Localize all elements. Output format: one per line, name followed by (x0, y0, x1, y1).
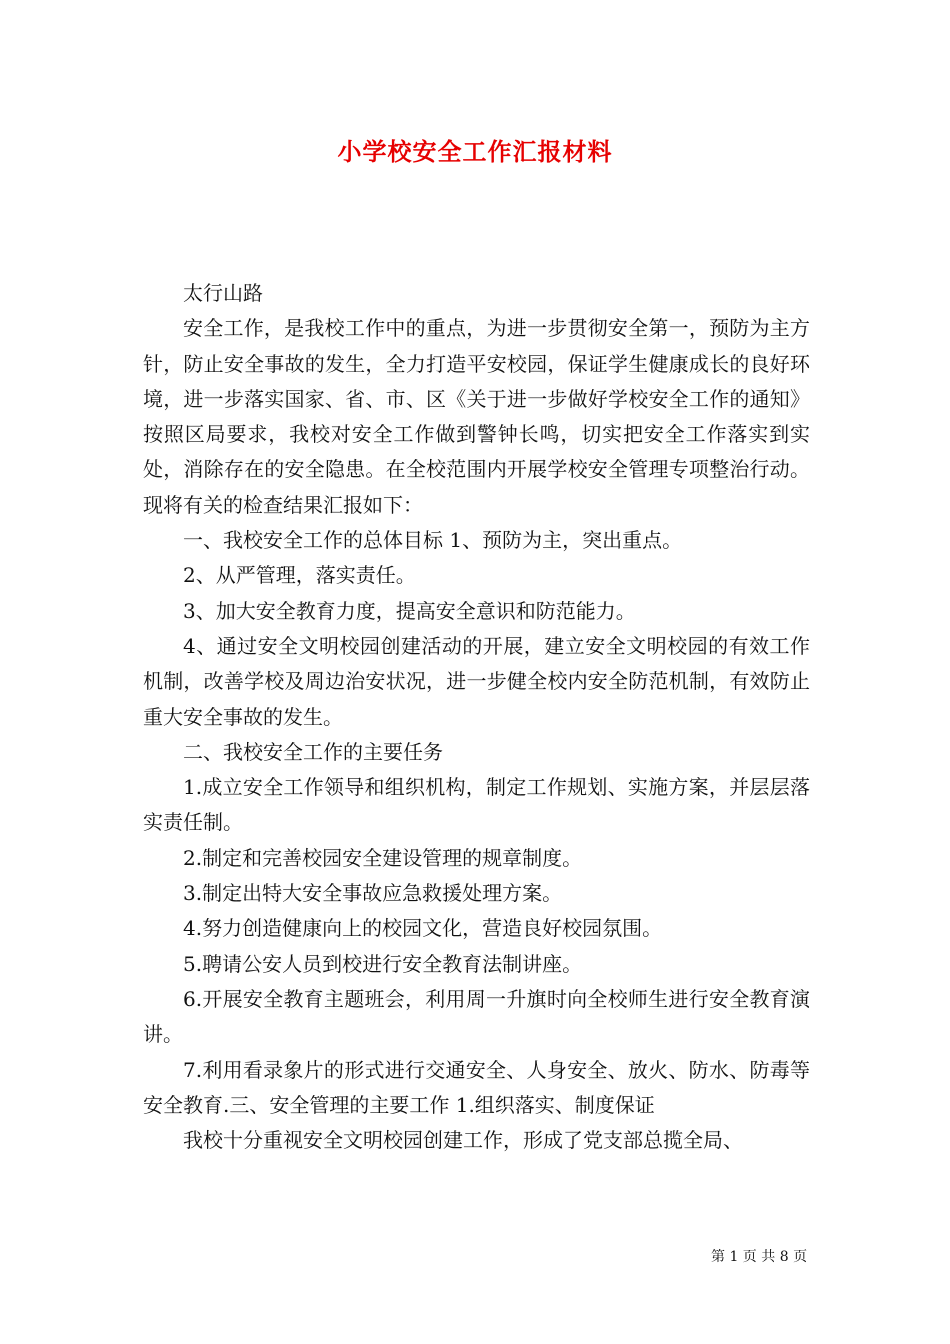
paragraph-goal-3: 3、加大安全教育力度，提高安全意识和防范能力。 (183, 598, 636, 623)
paragraph-location: 太行山路 (183, 281, 263, 305)
document-body (143, 276, 810, 1158)
paragraph-management: 我校十分重视安全文明校园创建工作，形成了党支部总揽全局、 (183, 1128, 743, 1153)
paragraph-intro: 安全工作，是我校工作中的重点，为进一步贯彻安全第一，预防为主方针，防止安全事故的发生，全力打造平安校园，保证学生健康成长的良好环境，进一步落实国家、省、市、区《关于进一步做好学校安全工作的通知》按照区局要求，我校对安全工作做到警钟长鸣，切实把安全工作落实到实处，消除存在的安全隐患。在全校范围内开展学校安全管理专项整治行动。现将有关的检查结果汇报如下： (143, 316, 810, 517)
paragraph-task-3: 3.制定出特大安全事故应急救援处理方案。 (183, 881, 563, 906)
paragraph-tasks-heading: 二、我校安全工作的主要任务 (183, 739, 443, 764)
paragraph-task-4: 4.努力创造健康向上的校园文化，营造良好校园氛围。 (183, 916, 663, 941)
paragraph-goal-4: 4、通过安全文明校园创建活动的开展，建立安全文明校园的有效工作机制，改善学校及周边治安状况，进一步健全校内安全防范机制，有效防止重大安全事故的发生。 (143, 633, 810, 729)
paragraph-task-5: 5.聘请公安人员到校进行安全教育法制讲座。 (183, 951, 583, 976)
page-number: 第 1 页 共 8 页 (711, 1249, 808, 1265)
paragraph-task-2: 2.制定和完善校园安全建设管理的规章制度。 (183, 845, 583, 870)
paragraph-task-7: 7.利用看录象片的形式进行交通安全、人身安全、放火、防水、防毒等安全教育.三、安全管理的主要工作 1.组织落实、制度保证 (143, 1057, 810, 1117)
paragraph-task-1: 1.成立安全工作领导和组织机构，制定工作规划、实施方案，并层层落实责任制。 (143, 775, 810, 835)
paragraph-goal-heading: 一、我校安全工作的总体目标 1、预防为主，突出重点。 (183, 528, 683, 553)
document-title: 小学校安全工作汇报材料 (337, 137, 613, 166)
paragraph-goal-2: 2、从严管理，落实责任。 (183, 563, 416, 588)
paragraph-task-6: 6.开展安全教育主题班会，利用周一升旗时向全校师生进行安全教育演讲。 (143, 986, 810, 1047)
